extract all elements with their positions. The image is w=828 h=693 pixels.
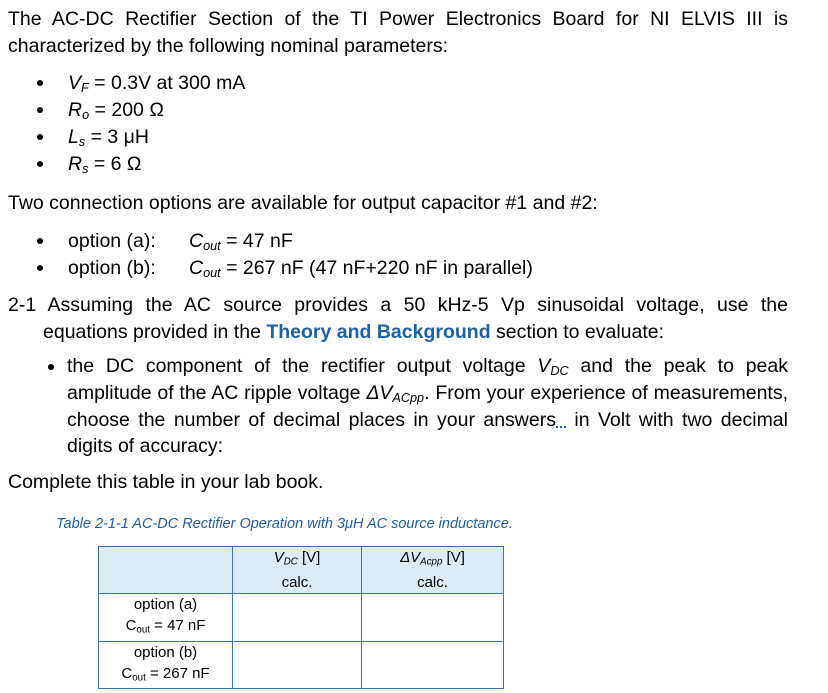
row-name: option (a) <box>133 596 198 614</box>
param-value: = 0.3V at 300 mA <box>88 72 246 94</box>
option-subscript: out <box>203 266 221 281</box>
param-value: = 6 Ω <box>88 153 142 175</box>
bullet-icon <box>37 134 43 140</box>
row-label-cell <box>99 594 233 641</box>
table-row <box>99 641 504 688</box>
intro-line-2: characterized by the following nominal parameters: <box>8 35 449 57</box>
header-symbol: ΔV <box>400 549 421 566</box>
formatting-mark-icon <box>556 416 566 428</box>
theory-link[interactable]: Theory and Background <box>266 321 491 343</box>
header-subscript: Acpp <box>420 556 443 568</box>
header-symbol: V <box>273 549 284 566</box>
row-value: = 267 nF <box>145 664 210 682</box>
task-text: and the peak to peak <box>568 355 788 377</box>
option-subscript: out <box>203 239 221 254</box>
results-table <box>98 546 504 689</box>
option-value <box>189 230 293 253</box>
row-symbol: C <box>121 664 133 682</box>
option-value <box>189 257 533 280</box>
bullet-icon <box>37 238 43 244</box>
task-line-4: digits of accuracy: <box>67 435 224 457</box>
option-symbol: C <box>189 230 204 252</box>
complete-instruction: Complete this table in your lab book. <box>8 471 324 493</box>
header-unit: [V] <box>442 549 465 566</box>
task-text: amplitude of the AC ripple voltage <box>67 382 367 404</box>
row-value: = 47 nF <box>149 617 206 635</box>
bullet-icon <box>37 80 43 86</box>
task-symbol: V <box>537 355 551 377</box>
param-item <box>68 99 164 122</box>
option-rest: = 47 nF <box>220 230 293 252</box>
input-cell-ripple-b[interactable] <box>362 641 504 688</box>
task-text: . From your experience of measurements, <box>424 382 788 404</box>
option-symbol: C <box>189 257 204 279</box>
connection-intro: Two connection options are available for output capacitor #1 and #2: <box>8 192 598 214</box>
task-line-2 <box>67 382 788 405</box>
bullet-icon <box>37 107 43 113</box>
question-line-2 <box>43 321 664 344</box>
input-cell-ripple-a[interactable] <box>362 594 504 641</box>
bullet-icon <box>37 161 43 167</box>
task-symbol: ΔV <box>366 382 393 404</box>
task-text: in Volt with two decimal <box>565 409 788 431</box>
param-item <box>68 153 142 176</box>
param-item <box>68 126 149 149</box>
row-subscript: out <box>132 672 146 684</box>
task-line-3 <box>67 409 788 432</box>
row-label-cell <box>99 641 233 688</box>
row-subscript: out <box>136 624 150 636</box>
table-row <box>99 594 504 641</box>
header-note: calc. <box>417 574 448 592</box>
header-vdc <box>233 547 362 594</box>
header-unit: [V] <box>297 549 321 566</box>
row-symbol: C <box>125 617 137 635</box>
param-value: = 3 μH <box>85 126 149 148</box>
header-subscript: DC <box>283 556 298 568</box>
task-subscript: DC <box>550 364 569 379</box>
option-label: option (b): <box>68 257 156 279</box>
task-text: the DC component of the rectifier output voltage <box>67 355 538 377</box>
header-note: calc. <box>281 574 313 592</box>
question-line-1: 2-1 Assuming the AC source provides a 50 kHz-5 Vp sinusoidal voltage, use the <box>8 294 788 316</box>
table-caption: Table 2-1-1 AC-DC Rectifier Operation with 3μH AC source inductance. <box>56 516 513 532</box>
option-rest: = 267 nF (47 nF+220 nF in parallel) <box>220 257 533 279</box>
param-symbol: L <box>68 126 79 148</box>
task-line-1 <box>67 355 788 378</box>
param-subscript: s <box>82 162 89 177</box>
input-cell-vdc-a[interactable] <box>233 594 362 641</box>
param-subscript: s <box>78 135 86 150</box>
param-value: = 200 Ω <box>89 99 164 121</box>
task-text: choose the number of decimal places in your answers <box>67 409 556 431</box>
table-corner-cell <box>99 547 233 594</box>
param-symbol: R <box>68 99 83 121</box>
param-subscript: F <box>81 81 89 96</box>
bullet-icon <box>48 364 54 370</box>
param-symbol: R <box>68 153 83 175</box>
option-label: option (a): <box>68 230 156 252</box>
param-subscript: o <box>82 108 90 123</box>
param-item <box>68 72 245 95</box>
row-name: option (b) <box>133 643 198 661</box>
param-symbol: V <box>68 72 82 94</box>
question-text: section to evaluate: <box>490 321 665 343</box>
table-header-row <box>99 547 504 594</box>
question-text: equations provided in the <box>43 321 267 343</box>
header-ripple <box>362 547 504 594</box>
intro-line-1: The AC-DC Rectifier Section of the TI Power Electronics Board for NI ELVIS III is <box>8 8 788 30</box>
bullet-icon <box>37 265 43 271</box>
input-cell-vdc-b[interactable] <box>233 641 362 688</box>
task-subscript: ACpp <box>392 391 425 406</box>
